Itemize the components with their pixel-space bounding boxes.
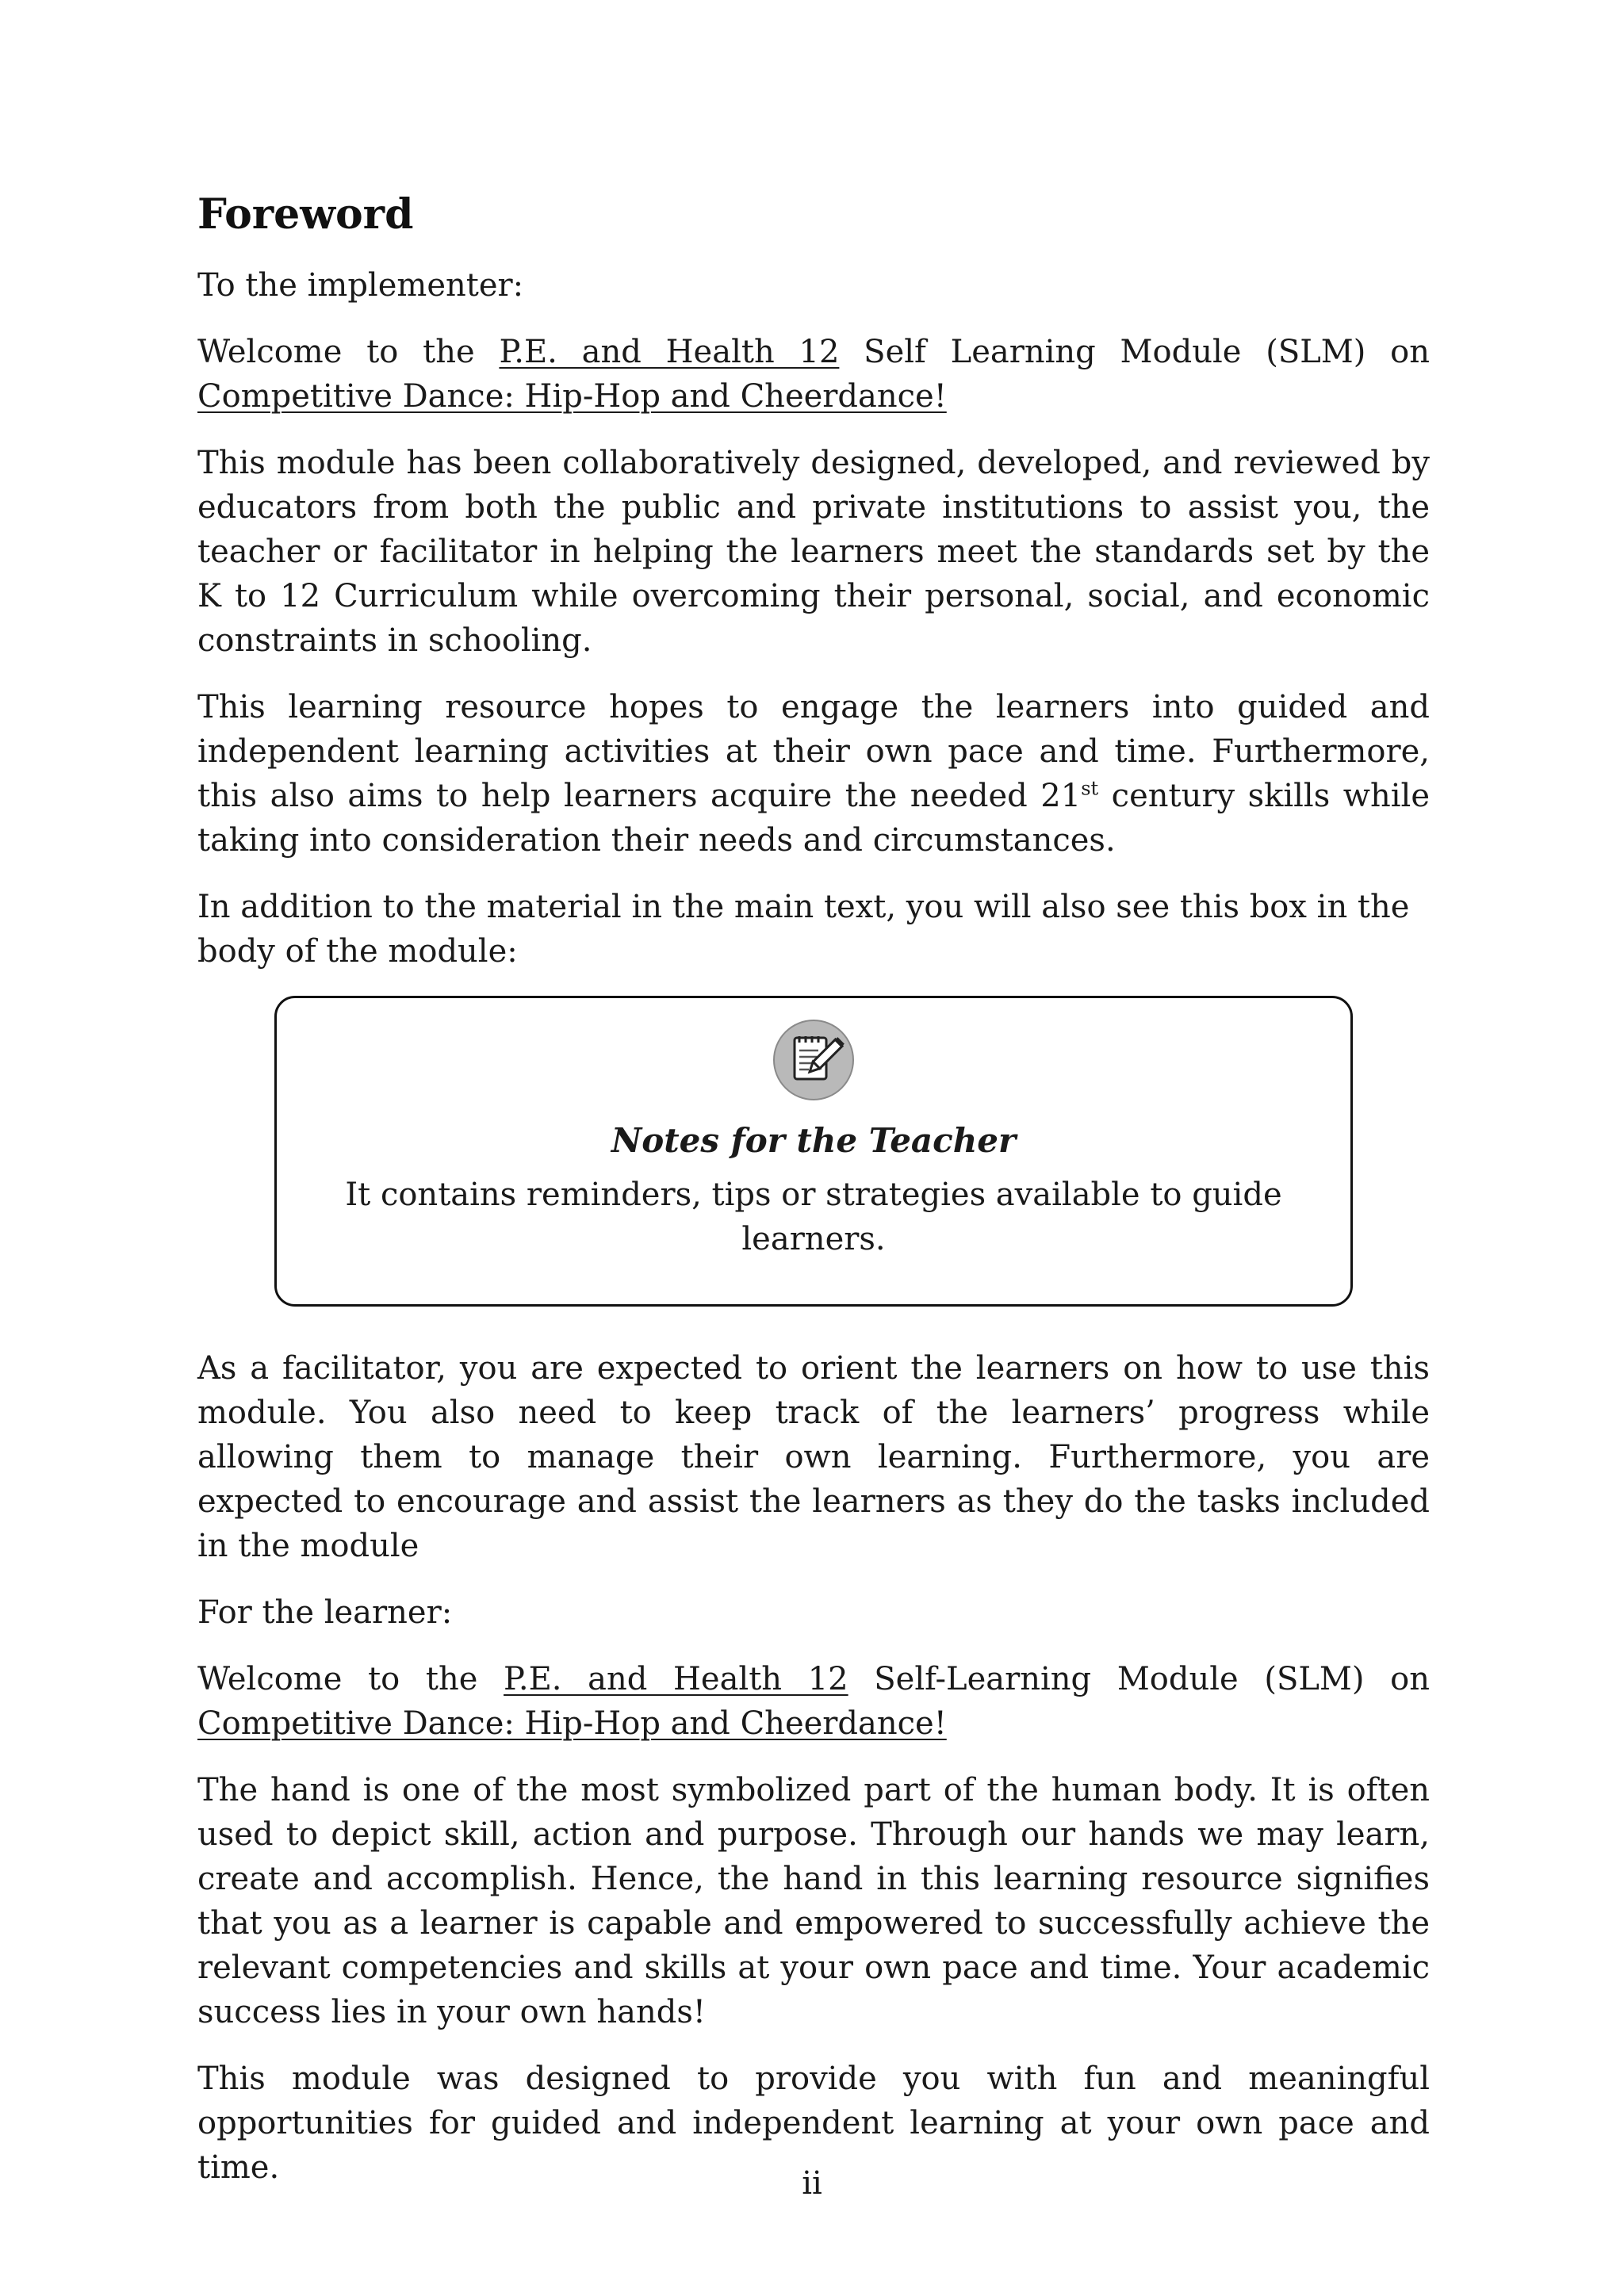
learner-label: For the learner: [197,1594,453,1631]
paragraph-text: This learning resource hopes to engage the learners into guided and independent learning activities at their own pace and time. Furthermore, this also aims to help learners acquire the needed 21 [197,689,1430,814]
superscript: st [1081,777,1099,800]
paragraph-text: century skills while taking into consideration their needs and circumstances. [197,778,1430,859]
page-title: Foreword [197,190,414,239]
welcome-text-mid: Self-Learning Module (SLM) on [848,1661,1430,1697]
learner-welcome [197,1657,1430,1746]
notepad-pencil-icon [772,1019,855,1101]
subject-link: P.E. and Health 12 [504,1661,848,1697]
implementer-paragraph-4: As a facilitator, you are expected to orient the learners on how to use this module. You also need to keep track of the learners’ progress while allowing them to manage their own learning. Furthermore, you are expected to encourage and assist the learners as they do the tasks included in the module [197,1350,1430,1564]
page-number: ii [802,2165,822,2202]
implementer-paragraph-1: This module has been collaboratively designed, developed, and reviewed by educators from both the public and private institutions to assist you, the teacher or facilitator in helping the learners meet the standards set by the K to 12 Curriculum while overcoming their personal, social, and economic constraints in schooling. [197,445,1430,659]
note-box-body: It contains reminders, tips or strategies available to guide learners. [345,1177,1282,1257]
page-content [197,190,1430,2212]
implementer-welcome [197,330,1430,419]
implementer-paragraph-2 [197,685,1430,863]
learner-paragraph-2: This module was designed to provide you with fun and meaningful opportunities for guided and independent learning at your own pace and time. [197,2061,1430,2186]
welcome-text-mid: Self Learning Module (SLM) on [839,334,1430,370]
welcome-text-pre: Welcome to the [197,334,500,370]
subject-link: P.E. and Health 12 [499,334,840,370]
learner-paragraph-1: The hand is one of the most symbolized part of the human body. It is often used to depict skill, action and purpose. Through our hands we may learn, create and accomplish. Hence, the hand in this learning resource signifies that you as a learner is capable and empowered to successfully achieve the relevant competencies and skills at your own pace and time. Your academic success lies in your own hands! [197,1772,1430,2030]
implementer-label: To the implementer: [197,267,524,304]
welcome-text-pre: Welcome to the [197,1661,504,1697]
implementer-paragraph-3: In addition to the material in the main text, you will also see this box in the body of the module: [197,889,1410,970]
notes-for-teacher-box [274,996,1353,1307]
note-box-title: Notes for the Teacher [611,1121,1017,1160]
topic-link: Competitive Dance: Hip-Hop and Cheerdance! [197,378,947,415]
topic-link: Competitive Dance: Hip-Hop and Cheerdance! [197,1705,947,1742]
